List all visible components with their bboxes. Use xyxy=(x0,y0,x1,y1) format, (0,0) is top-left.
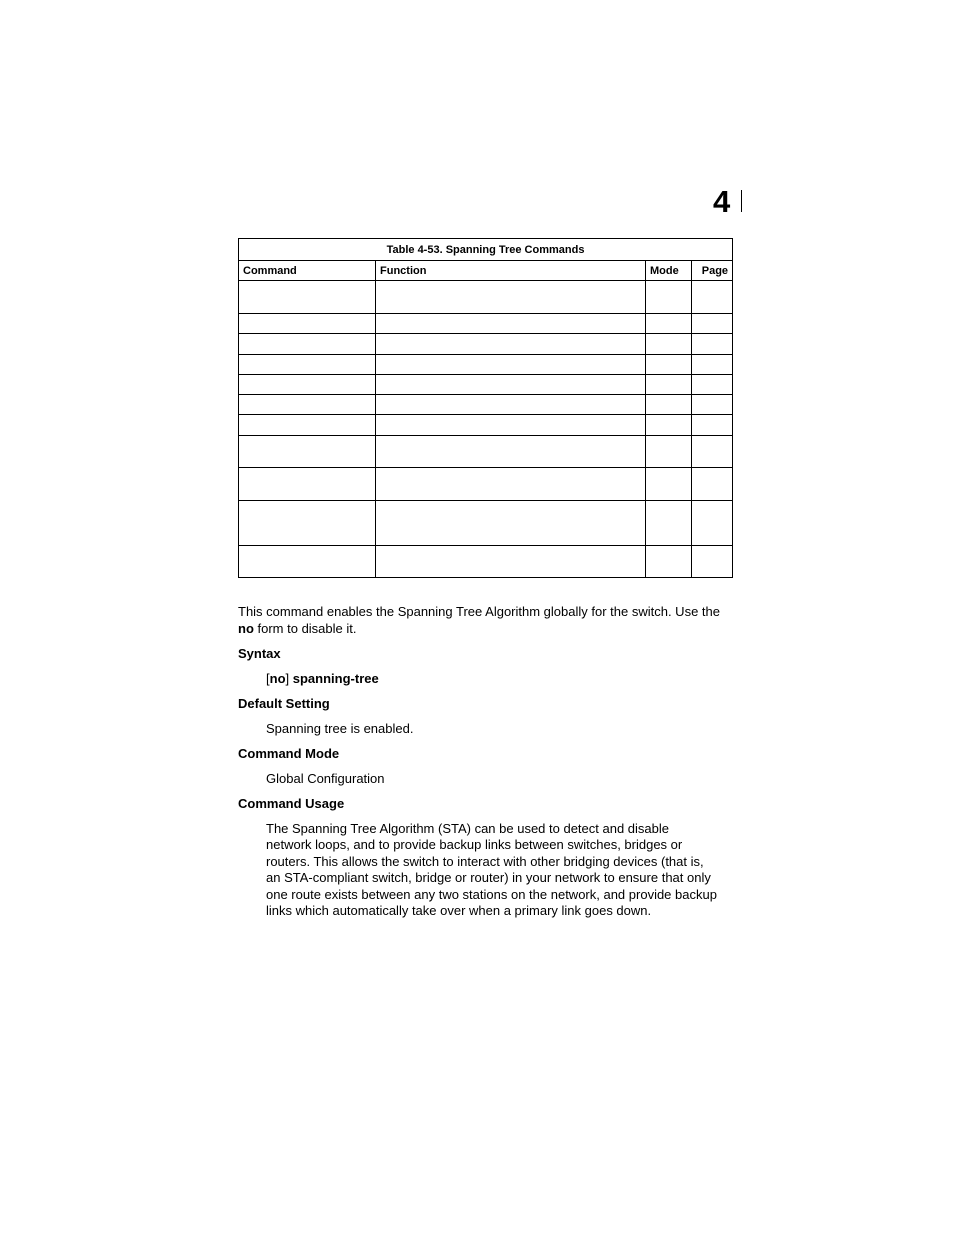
command-mode-heading: Command Mode xyxy=(238,746,340,761)
table-row xyxy=(239,501,733,546)
cell-function xyxy=(376,468,646,501)
cell-page xyxy=(692,355,733,375)
usage-line: one route exists between any two stations on the network, and provide backup xyxy=(266,886,717,902)
table-row xyxy=(239,468,733,501)
cell-page xyxy=(692,436,733,468)
cell-command xyxy=(239,334,376,355)
usage-line: an STA-compliant switch, bridge or router) in your network to ensure that only xyxy=(266,870,711,885)
syntax-heading: Syntax xyxy=(238,646,281,661)
usage-line: links which automatically take over when a primary link goes down. xyxy=(266,903,652,918)
column-header-page: Page xyxy=(692,261,733,281)
table-row xyxy=(239,395,733,415)
usage-line: network loops, and to provide backup links between switches, bridges or xyxy=(266,837,683,852)
usage-line: The Spanning Tree Algorithm (STA) can be used to detect and disable xyxy=(266,820,669,836)
command-description xyxy=(238,604,732,920)
column-header-command: Command xyxy=(239,261,376,281)
cell-mode xyxy=(646,415,692,436)
syntax-line xyxy=(266,671,732,688)
cell-command xyxy=(239,468,376,501)
cell-command xyxy=(239,546,376,578)
cell-mode xyxy=(646,334,692,355)
table-row xyxy=(239,415,733,436)
cell-function xyxy=(376,415,646,436)
cell-mode xyxy=(646,468,692,501)
cell-function xyxy=(376,395,646,415)
table-row xyxy=(239,314,733,334)
table-row xyxy=(239,436,733,468)
cell-function xyxy=(376,436,646,468)
cell-command xyxy=(239,395,376,415)
chapter-divider xyxy=(741,190,742,212)
default-setting-text: Spanning tree is enabled. xyxy=(266,720,414,736)
table-row xyxy=(239,546,733,578)
spanning-tree-commands-table xyxy=(238,238,733,578)
intro-paragraph xyxy=(238,604,732,637)
cell-mode xyxy=(646,395,692,415)
cell-function xyxy=(376,546,646,578)
intro-text-after: form to disable it. xyxy=(253,620,357,636)
table-caption: Table 4-53. Spanning Tree Commands xyxy=(239,239,733,261)
column-header-function: Function xyxy=(376,261,646,281)
syntax-bracket-open: [ xyxy=(266,670,270,686)
table-row xyxy=(239,334,733,355)
cell-command xyxy=(239,436,376,468)
cell-mode xyxy=(646,436,692,468)
command-usage-heading: Command Usage xyxy=(238,796,345,811)
cell-mode xyxy=(646,355,692,375)
cell-page xyxy=(692,546,733,578)
syntax-bracket-close: ] xyxy=(285,670,290,686)
cell-command xyxy=(239,501,376,546)
command-mode-text: Global Configuration xyxy=(266,770,385,786)
cell-mode xyxy=(646,546,692,578)
cell-command xyxy=(239,415,376,436)
cell-command xyxy=(239,375,376,395)
syntax-optional-keyword: no xyxy=(269,670,286,686)
default-setting-heading: Default Setting xyxy=(238,696,330,711)
cell-page xyxy=(692,281,733,314)
cell-command xyxy=(239,281,376,314)
cell-command xyxy=(239,314,376,334)
cell-mode xyxy=(646,314,692,334)
command-usage-paragraph xyxy=(266,821,732,920)
cell-function xyxy=(376,314,646,334)
cell-page xyxy=(692,468,733,501)
cell-mode xyxy=(646,375,692,395)
cell-page xyxy=(692,375,733,395)
usage-line: routers. This allows the switch to interact with other bridging devices (that is, xyxy=(266,853,704,869)
cell-page xyxy=(692,314,733,334)
cell-page xyxy=(692,501,733,546)
cell-mode xyxy=(646,281,692,314)
cell-function xyxy=(376,281,646,314)
table-row xyxy=(239,355,733,375)
cell-command xyxy=(239,355,376,375)
cell-function xyxy=(376,501,646,546)
cell-page xyxy=(692,395,733,415)
cell-function xyxy=(376,355,646,375)
cell-page xyxy=(692,415,733,436)
cell-mode xyxy=(646,501,692,546)
chapter-number: 4 xyxy=(713,184,731,219)
cell-function xyxy=(376,375,646,395)
column-header-mode: Mode xyxy=(646,261,692,281)
intro-text-before: This command enables the Spanning Tree Algorithm globally for the switch. Use the xyxy=(238,604,720,619)
cell-page xyxy=(692,334,733,355)
syntax-command: spanning-tree xyxy=(292,670,379,686)
table-row xyxy=(239,281,733,314)
cell-function xyxy=(376,334,646,355)
table-row xyxy=(239,375,733,395)
intro-keyword: no xyxy=(238,620,254,636)
